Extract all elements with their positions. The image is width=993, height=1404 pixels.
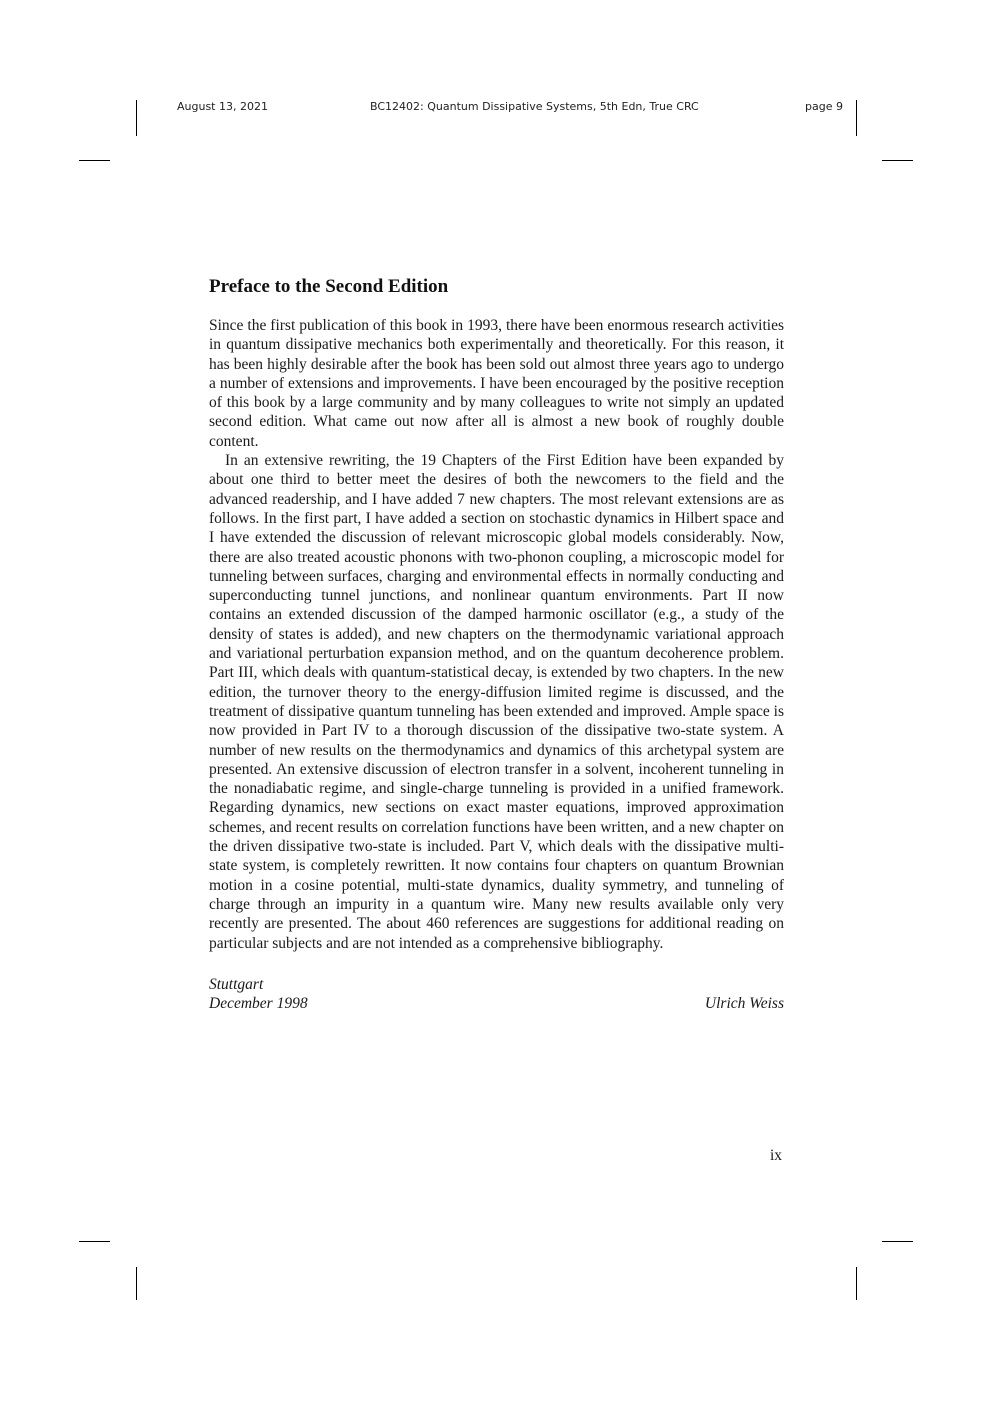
signature-date: December 1998 [209,995,308,1013]
crop-mark-bottom-right-horizontal [882,1241,913,1242]
header-page-label: page 9 [805,100,843,113]
signature-block [209,975,784,1014]
header-title: BC12402: Quantum Dissipative Systems, 5th Edn, True CRC [370,100,699,113]
preface-section [209,276,784,1013]
preface-heading: Preface to the Second Edition [209,276,449,297]
crop-mark-top-left-vertical [136,100,137,136]
preface-paragraph-2: In an extensive rewriting, the 19 Chapters of the First Edition have been expanded by about one third to better meet the desires of both the newcomers to the field and the advanced readership, and I have added 7 new chapters. The most relevant extensions are as follows. In the first part, I have added a section on stochastic dynamics in Hilbert space and I have extended the discussion of relevant microscopic global models considerably. Now, there are also treated acoustic phonons with two-phonon coupling, a microscopic model for tunneling between surfaces, charging and environmental effects in normally conducting and superconducting tunnel junctions, and nonlinear quantum environments. Part II now contains an extended discussion of the damped harmonic oscillator (e.g., a study of the density of states is added), and new chapters on the thermodynamic variational approach and variational perturbation expansion method, and on the quantum decoherence problem. Part III, which deals with quantum-statistical decay, is extended by two chapters. In the new edition, the turnover theory to the energy-diffusion limited regime is discussed, and the treatment of dissipative quantum tunneling has been extended and improved. Ample space is now provided in Part IV to a thorough discussion of the dissipative two-state system. A number of new results on the thermodynamics and dynamics of this archetypal system are presented. An extensive discussion of electron transfer in a solvent, incoherent tunneling in the nonadiabatic regime, and single-charge tunneling is provided in a unified framework. Regarding dynamics, new sections on exact master equations, improved approximation schemes, and recent results on correlation functions have been written, and a new chapter on the driven dissipative two-state is included. Part V, which deals with the dissipative multi-state system, is completely rewritten. It now contains four chapters on quantum Brownian motion in a cosine potential, multi-state dynamics, duality symmetry, and tunneling of charge through an impurity in a quantum wire. Many new results available only very recently are presented. The about 460 references are suggestions for additional reading on particular subjects and are not intended as a comprehensive bibliography. [209,452,784,952]
crop-mark-bottom-left-vertical [136,1267,137,1300]
crop-mark-bottom-left-horizontal [79,1241,110,1242]
signature-place: Stuttgart [209,975,264,993]
crop-mark-bottom-right-vertical [856,1267,857,1300]
header-date: August 13, 2021 [177,100,268,113]
crop-mark-top-left-horizontal [79,160,110,161]
page-number: ix [770,1147,783,1164]
preface-paragraph-1: Since the first publication of this book in 1993, there have been enormous research activities in quantum dissipative mechanics both experimentally and theoretically. For this reason, it has been highly desirable after the book has been sold out almost three years ago to undergo a number of extensions and improvements. I have been encouraged by the positive reception of this book by a large community and by many colleagues to write not simply an updated second edition. What came out now after all is almost a new book of roughly double content. [209,317,784,450]
crop-mark-top-right-horizontal [882,160,913,161]
crop-mark-top-right-vertical [856,100,857,136]
signature-author: Ulrich Weiss [704,995,784,1013]
